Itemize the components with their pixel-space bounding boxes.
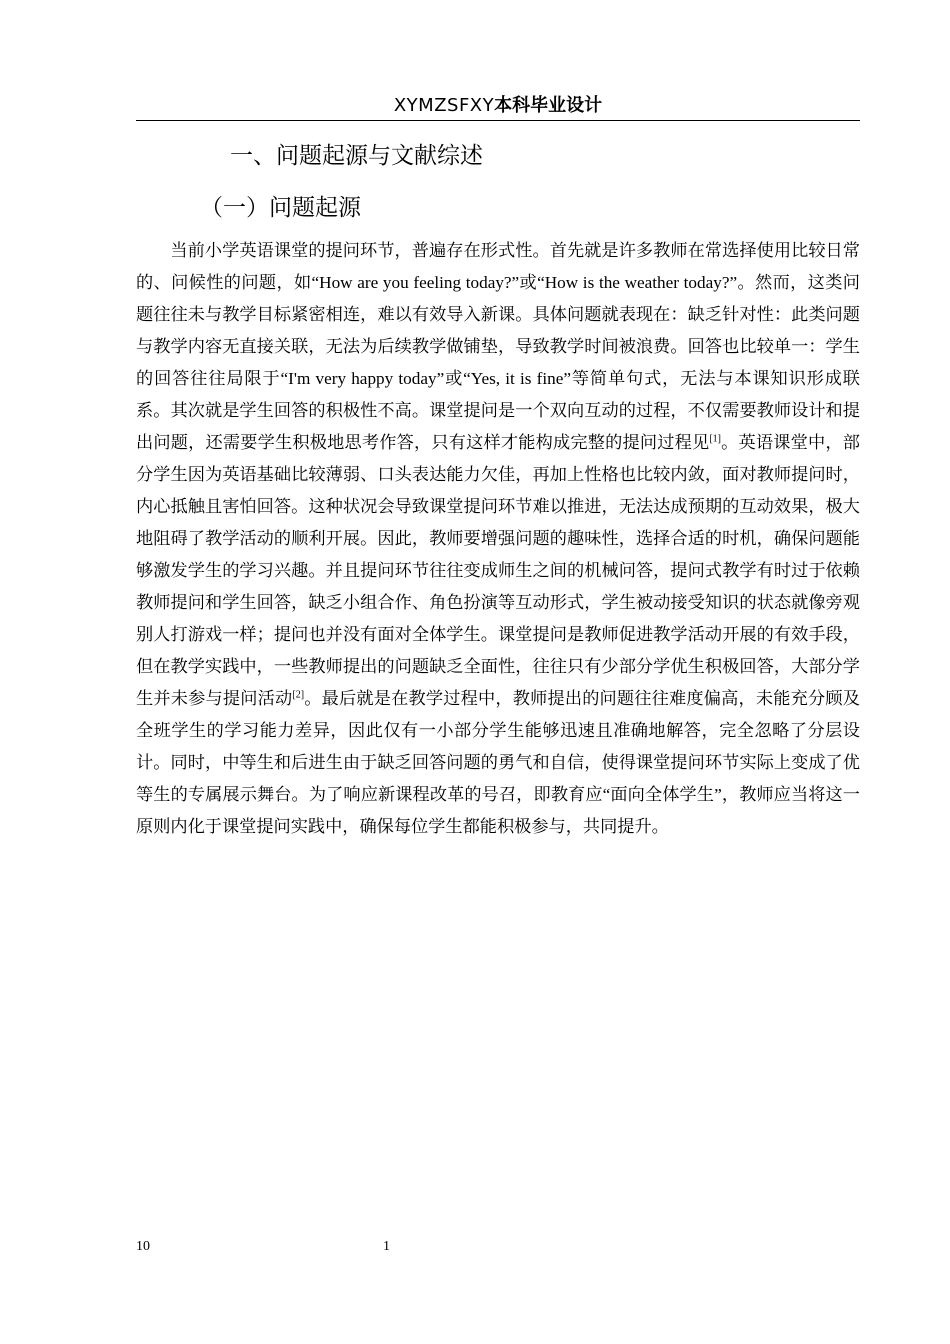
citation-2: [2] <box>292 689 305 701</box>
section-subheading: （一）问题起源 <box>200 195 361 221</box>
page-header <box>136 92 860 121</box>
footer-left-number: 10 <box>136 1239 150 1254</box>
citation-1: [1] <box>709 433 721 445</box>
body-paragraph <box>136 235 860 843</box>
header-title: 本科毕业设计 <box>494 95 603 116</box>
header-code: XYMZSFXY <box>393 95 495 116</box>
paragraph-part-1: 当前小学英语课堂的提问环节，普遍存在形式性。首先就是许多教师在常选择使用比较日常的、问候性的问题，如“How are you feeling today?”或“How is the weather today?”。然而，这类问题往往未与教学目标紧密相连，难以有效导入新课。具体问题就表现在：缺乏针对性：此类问题与教学内容无直接关联，无法为后续教学做铺垫，导致教学时间被浪费。回答也比较单一：学生的回答往往局限于“I'm very happy today”或“Yes, it is fine”等简单句式，无法与本课知识形成联系。其次就是学生回答的积极性不高。课堂提问是一个双向互动的过程，不仅需要教师设计和提出问题，还需要学生积极地思考作答，只有这样才能构成完整的提问过程见 <box>136 241 860 452</box>
paragraph-part-3: 。最后就是在教学过程中，教师提出的问题往往难度偏高，未能充分顾及全班学生的学习能力差异，因此仅有一小部分学生能够迅速且准确地解答，完全忽略了分层设计。同时，中等生和后进生由于缺乏回答问题的勇气和自信，使得课堂提问环节实际上变成了优等生的专属展示舞台。为了响应新课程改革的号召，即教育应“面向全体学生”，教师应当将这一原则内化于课堂提问实践中，确保每位学生都能积极参与，共同提升。 <box>136 689 860 836</box>
footer-page-number: 1 <box>383 1239 390 1254</box>
paragraph-part-2: 。英语课堂中，部分学生因为英语基础比较薄弱、口头表达能力欠佳，再加上性格也比较内敛，面对教师提问时，内心抵触且害怕回答。这种状况会导致课堂提问环节难以推进，无法达成预期的互动效果，极大地阻碍了教学活动的顺利开展。因此，教师要增强问题的趣味性，选择合适的时机，确保问题能够激发学生的学习兴趣。并且提问环节往往变成师生之间的机械问答，提问式教学有时过于依赖教师提问和学生回答，缺乏小组合作、角色扮演等互动形式，学生被动接受知识的状态就像旁观别人打游戏一样；提问也并没有面对全体学生。课堂提问是教师促进教学活动开展的有效手段，但在教学实践中，一些教师提出的问题缺乏全面性，往往只有少部分学优生积极回答，大部分学生并未参与提问活动 <box>136 433 860 708</box>
section-heading: 一、问题起源与文献综述 <box>230 143 483 169</box>
